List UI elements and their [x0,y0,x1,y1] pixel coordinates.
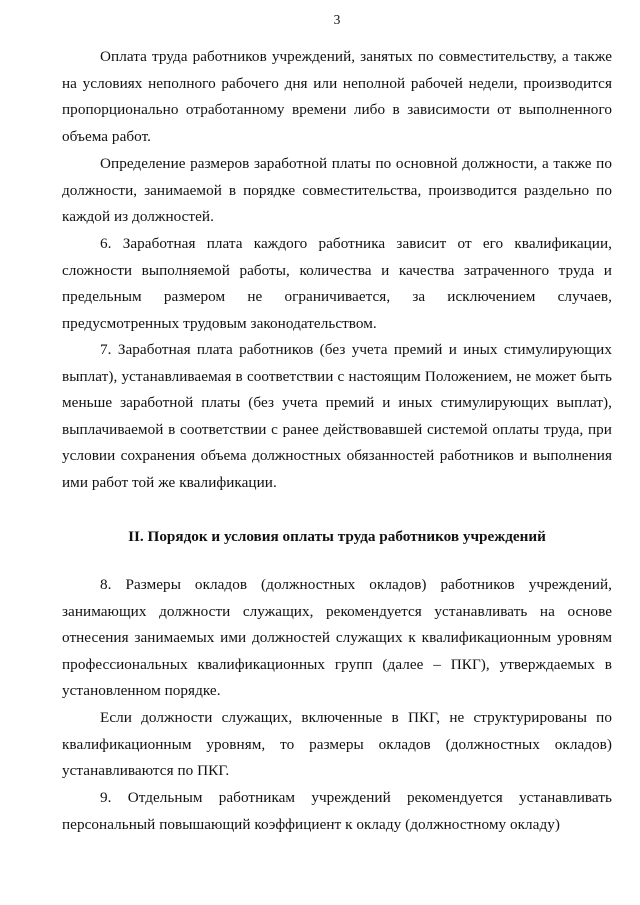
paragraph-pkg-note: Если должности служащих, включенные в ПКГ, не структурированы по квалификационным уровням, то размеры окладов (должностных окладов) устанавливаются по ПКГ. [62,709,612,780]
paragraph-item-6: 6. Заработная плата каждого работника зависит от его квалификации, сложности выполняемой работы, количества и качества затраченного труда и предельным размером не ограничивается, за исключением случаев, предусмотренных трудовым законодательством. [62,235,612,332]
paragraph-item-8: 8. Размеры окладов (должностных окладов) работников учреждений, занимающих должности служащих, рекомендуется устанавливать на основе отнесения занимаемых ими должностей служащих к квалификационным уровням профессиональных квалификационных групп (далее – ПКГ), утверждаемых в установленном порядке. [62,576,612,700]
paragraph-item-7: 7. Заработная плата работников (без учета премий и иных стимулирующих выплат), устанавливаемая в соответствии с настоящим Положением, не может быть меньше заработной платы (без учета премий и иных стимулирующих выплат), выплачиваемой в соответствии с ранее действовавшей системой оплаты труда, при условии сохранения объема должностных обязанностей работников и выполнения ими работ той же квалификации. [62,341,612,491]
paragraph-salary-determination: Определение размеров заработной платы по основной должности, а также по должности, занимаемой в порядке совместительства, производится раздельно по каждой из должностей. [62,155,612,226]
document-page [62,0,612,905]
page-number: 3 [333,12,341,27]
section-heading: II. Порядок и условия оплаты труда работников учреждений [128,528,546,545]
paragraph-item-9: 9. Отдельным работникам учреждений рекомендуется устанавливать персональный повышающий коэффициент к окладу (должностному окладу) [62,789,612,833]
paragraph-part-time-pay: Оплата труда работников учреждений, занятых по совместительству, а также на условиях неполного рабочего дня или неполной рабочей недели, производится пропорционально отработанному времени либо в зависимости от выполненного объема работ. [62,48,612,145]
